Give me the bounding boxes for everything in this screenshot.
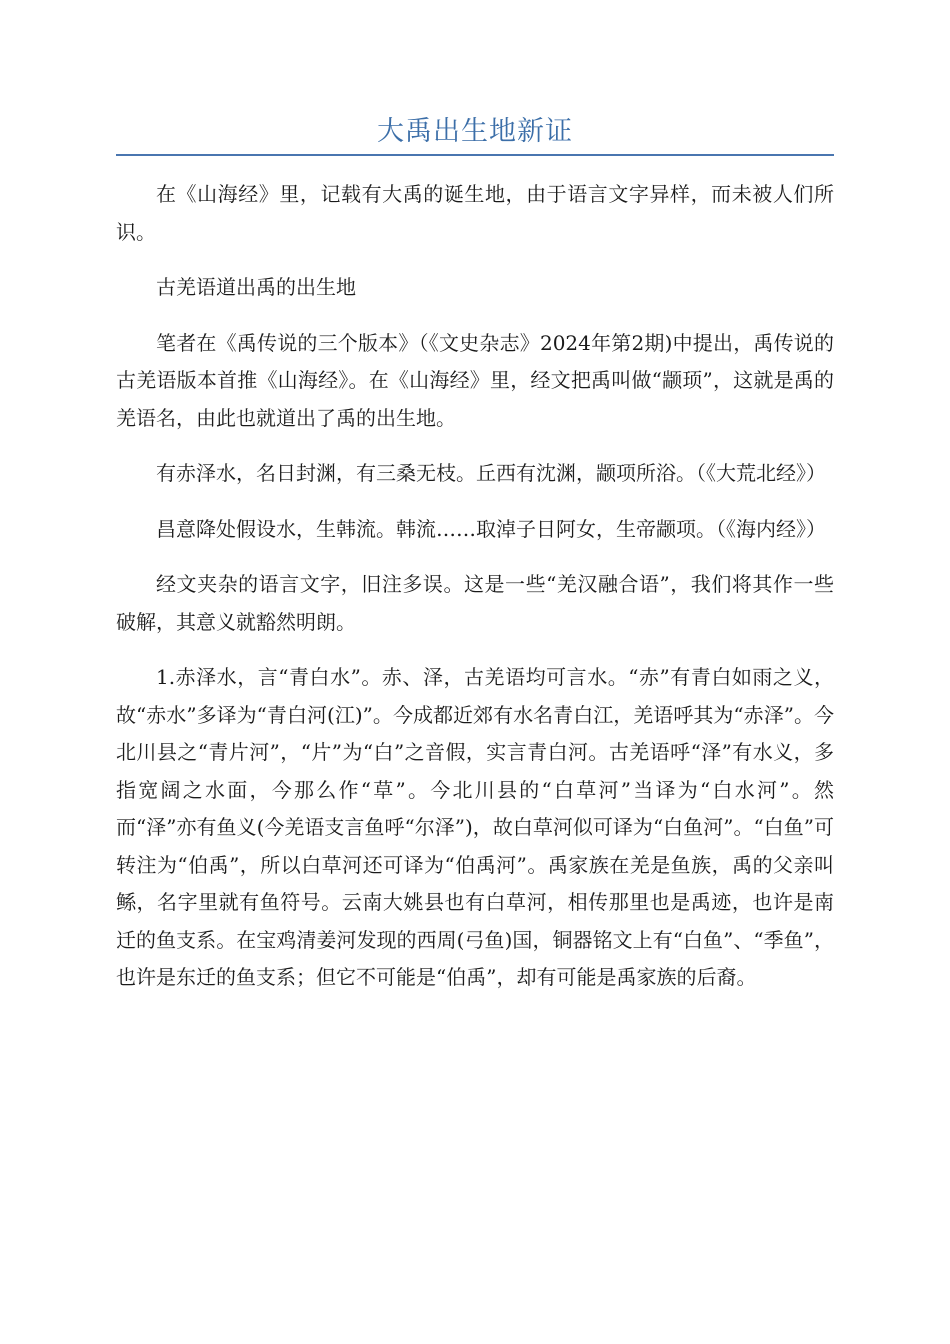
- paragraph: 经文夹杂的语言文字，旧注多误。这是一些“羌汉融合语”，我们将其作一些破解，其意义就豁然明朗。: [116, 572, 834, 634]
- document-title: 大禹出生地新证: [377, 116, 573, 147]
- section-heading: 古羌语道出禹的出生地: [156, 275, 356, 299]
- paragraph-intro: 在《山海经》里，记载有大禹的诞生地，由于语言文字异样，而未被人们所识。: [116, 182, 834, 244]
- document-page: [116, 0, 834, 1015]
- quotation: 有赤泽水，名日封渊，有三桑无枝。丘西有沈渊，颛项所浴。（《大荒北经》）: [156, 461, 826, 485]
- paragraph-point-1: 1.赤泽水，言“青白水”。赤、泽，古羌语均可言水。“赤”有青白如雨之义，故“赤水”多译为“青白河(江)”。今成都近郊有水名青白江，羌语呼其为“赤泽”。今北川县之“青片河”，“片”为“白”之音假，实言青白河。古羌语呼“泽”有水义，多指宽阔之水面，今那么作“草”。今北川县的“白草河”当译为“白水河”。然而“泽”亦有鱼义(今羌语支言鱼呼“尔泽”)，故白草河似可译为“白鱼河”。“白鱼”可转注为“伯禹”，所以白草河还可译为“伯禹河”。禹家族在羌是鱼族，禹的父亲叫鲧，名字里就有鱼符号。云南大姚县也有白草河，相传那里也是禹迹，也许是南迁的鱼支系。在宝鸡清姜河发现的西周(弓鱼)国，铜器铭文上有“白鱼”、“季鱼”，也许是东迁的鱼支系；但它不可能是“伯禹”，却有可能是禹家族的后裔。: [116, 665, 834, 989]
- quotation: 昌意降处假设水，生韩流。韩流……取淖子日阿女，生帝颛项。（《海内经》）: [156, 516, 826, 541]
- paragraph: 笔者在《禹传说的三个版本》（《文史杂志》2024年第2期)中提出，禹传说的古羌语版本首推《山海经》。在《山海经》里，经文把禹叫做“颛顼”，这就是禹的羌语名，由此也就道出了禹的出生地。: [116, 330, 834, 430]
- title-underline: [116, 154, 834, 156]
- document-body: [116, 176, 834, 997]
